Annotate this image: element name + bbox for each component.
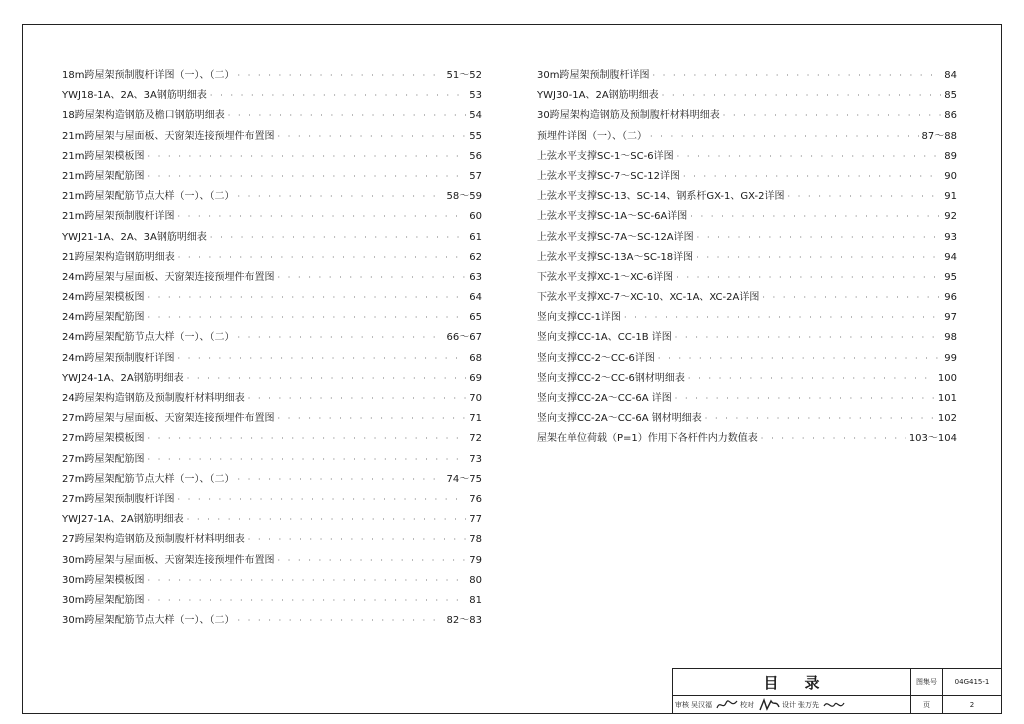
toc-leader-dots bbox=[624, 308, 941, 328]
toc-entry bbox=[62, 106, 482, 126]
toc-entry bbox=[62, 147, 482, 167]
toc-entry-title: YWJ30-1A、2A钢筋明细表 bbox=[537, 90, 659, 102]
atlas-code-value: 04G415-1 bbox=[943, 669, 1001, 696]
toc-entry bbox=[62, 207, 482, 227]
toc-entry bbox=[62, 450, 482, 470]
toc-leader-dots bbox=[705, 409, 935, 429]
toc-leader-dots bbox=[178, 248, 467, 268]
toc-entry-title: 30跨屋架构造钢筋及预制腹杆材料明细表 bbox=[537, 110, 720, 122]
toc-entry-page: 62 bbox=[469, 251, 482, 263]
toc-leader-dots bbox=[147, 167, 466, 187]
toc-leader-dots bbox=[696, 248, 941, 268]
toc-entry-title: YWJ24-1A、2A钢筋明细表 bbox=[62, 372, 184, 384]
toc-entry bbox=[537, 127, 957, 147]
toc-leader-dots bbox=[210, 228, 466, 248]
toc-entry bbox=[62, 187, 482, 207]
toc-entry-title: 24m跨屋架配筋图 bbox=[62, 312, 145, 324]
toc-leader-dots bbox=[248, 530, 467, 550]
toc-entry bbox=[62, 551, 482, 571]
toc-entry-page: 60 bbox=[469, 211, 482, 223]
toc-entry-page: 77 bbox=[469, 514, 482, 526]
toc-entry bbox=[537, 66, 957, 86]
toc-entry-page: 103～104 bbox=[908, 433, 957, 445]
toc-leader-dots bbox=[237, 66, 443, 86]
toc-leader-dots bbox=[676, 268, 941, 288]
toc-leader-dots bbox=[187, 369, 467, 389]
toc-entry-title: 竖向支撑CC-2A～CC-6A 钢材明细表 bbox=[537, 413, 702, 425]
toc-entry-page: 54 bbox=[469, 110, 482, 122]
toc-entry-title: 18跨屋架构造钢筋及檐口钢筋明细表 bbox=[62, 110, 225, 122]
review-label: 审核 bbox=[675, 700, 689, 709]
toc-entry bbox=[62, 167, 482, 187]
toc-leader-dots bbox=[147, 429, 466, 449]
toc-leader-dots bbox=[675, 389, 935, 409]
toc-entry-title: 21m跨屋架配筋节点大样（一）、（二） bbox=[62, 191, 235, 203]
review-signature-icon bbox=[716, 698, 738, 712]
toc-entry-title: 24m跨屋架预制腹杆详图 bbox=[62, 352, 175, 364]
toc-entry bbox=[537, 147, 957, 167]
toc-entry-title: 30m跨屋架配筋节点大样（一）、（二） bbox=[62, 615, 235, 627]
page-label: 页 bbox=[911, 696, 943, 713]
toc-leader-dots bbox=[690, 207, 941, 227]
toc-entry-page: 98 bbox=[944, 332, 957, 344]
toc-leader-dots bbox=[187, 510, 467, 530]
toc-leader-dots bbox=[237, 470, 443, 490]
toc-entry-page: 82～83 bbox=[446, 615, 482, 627]
toc-entry-title: YWJ21-1A、2A、3A钢筋明细表 bbox=[62, 231, 207, 243]
toc-entry-page: 64 bbox=[469, 292, 482, 304]
toc-leader-dots bbox=[277, 268, 466, 288]
toc-entry-title: 30m跨屋架配筋图 bbox=[62, 594, 145, 606]
toc-leader-dots bbox=[658, 349, 941, 369]
title-block bbox=[672, 668, 1002, 714]
toc-entry bbox=[62, 571, 482, 591]
toc-entry-title: 21跨屋架构造钢筋明细表 bbox=[62, 251, 175, 263]
toc-entry-title: 21m跨屋架配筋图 bbox=[62, 170, 145, 182]
signature-row bbox=[673, 696, 911, 713]
toc-entry bbox=[62, 470, 482, 490]
toc-entry-page: 87～88 bbox=[921, 130, 957, 142]
atlas-code-label: 图集号 bbox=[911, 669, 943, 696]
toc-entry bbox=[62, 228, 482, 248]
toc-entry bbox=[537, 288, 957, 308]
toc-entry-title: 30m跨屋架与屋面板、天窗架连接预埋件布置图 bbox=[62, 554, 275, 566]
toc-entry-title: 27m跨屋架模板图 bbox=[62, 433, 145, 445]
toc-entry-title: 27跨屋架构造钢筋及预制腹杆材料明细表 bbox=[62, 534, 245, 546]
toc-entry bbox=[62, 248, 482, 268]
toc-entry bbox=[62, 591, 482, 611]
toc-leader-dots bbox=[277, 409, 466, 429]
toc-entry bbox=[537, 389, 957, 409]
toc-leader-dots bbox=[147, 450, 466, 470]
toc-entry-title: 27m跨屋架配筋图 bbox=[62, 453, 145, 465]
toc-entry bbox=[62, 490, 482, 510]
toc-entry bbox=[537, 86, 957, 106]
toc-entry bbox=[537, 228, 957, 248]
toc-entry bbox=[62, 328, 482, 348]
toc-entry-page: 61 bbox=[469, 231, 482, 243]
toc-entry-title: 竖向支撑CC-2～CC-6钢材明细表 bbox=[537, 372, 685, 384]
toc-entry-page: 81 bbox=[469, 594, 482, 606]
toc-leader-dots bbox=[697, 228, 942, 248]
toc-leader-dots bbox=[147, 571, 466, 591]
toc-entry-page: 93 bbox=[944, 231, 957, 243]
toc-entry-title: 21m跨屋架预制腹杆详图 bbox=[62, 211, 175, 223]
design-label: 设计 bbox=[782, 700, 796, 709]
toc-entry bbox=[537, 187, 957, 207]
toc-entry bbox=[62, 349, 482, 369]
toc-entry-page: 74～75 bbox=[446, 473, 482, 485]
toc-entry-title: 24m跨屋架与屋面板、天窗架连接预埋件布置图 bbox=[62, 271, 275, 283]
toc-leader-dots bbox=[762, 288, 941, 308]
toc-leader-dots bbox=[237, 328, 443, 348]
toc-leader-dots bbox=[277, 127, 466, 147]
toc-entry-title: 30m跨屋架预制腹杆详图 bbox=[537, 70, 650, 81]
toc-leader-dots bbox=[248, 389, 467, 409]
toc-entry bbox=[537, 248, 957, 268]
toc-entry-page: 55 bbox=[469, 130, 482, 142]
toc-leader-dots bbox=[787, 187, 941, 207]
toc-leader-dots bbox=[228, 106, 467, 126]
toc-entry-title: 27m跨屋架与屋面板、天窗架连接预埋件布置图 bbox=[62, 413, 275, 425]
toc-entry bbox=[62, 409, 482, 429]
toc-entry-title: 下弦水平支撑XC-1～XC-6详图 bbox=[537, 271, 674, 283]
toc-leader-dots bbox=[277, 551, 466, 571]
toc-leader-dots bbox=[723, 106, 942, 126]
toc-leader-dots bbox=[675, 328, 942, 348]
toc-leader-dots bbox=[652, 66, 941, 86]
toc-leader-dots bbox=[147, 591, 466, 611]
toc-entry-page: 76 bbox=[469, 493, 482, 505]
toc-entry bbox=[537, 369, 957, 389]
toc-entry-title: 预埋件详图（一）、（二） bbox=[537, 130, 647, 142]
toc-entry-title: 竖向支撑CC-1详图 bbox=[537, 312, 621, 324]
toc-leader-dots bbox=[147, 147, 466, 167]
toc-entry-page: 92 bbox=[944, 211, 957, 223]
check-label: 校对 bbox=[740, 700, 754, 709]
toc-entry-page: 100 bbox=[937, 372, 957, 384]
toc-entry bbox=[537, 429, 957, 449]
toc-entry-page: 95 bbox=[944, 271, 957, 283]
toc-leader-dots bbox=[177, 207, 466, 227]
toc-entry-page: 102 bbox=[937, 413, 957, 425]
toc-entry bbox=[62, 611, 482, 631]
toc-leader-dots bbox=[237, 611, 443, 631]
toc-entry-title: 21m跨屋架模板图 bbox=[62, 150, 145, 162]
toc-entry-page: 68 bbox=[469, 352, 482, 364]
toc-entry-title: 上弦水平支撑SC-13A～SC-18详图 bbox=[537, 251, 694, 263]
toc-entry-page: 91 bbox=[944, 191, 957, 203]
toc-entry-title: 21m跨屋架与屋面板、天窗架连接预埋件布置图 bbox=[62, 130, 275, 142]
toc-entry bbox=[62, 86, 482, 106]
toc-entry-page: 96 bbox=[944, 292, 957, 304]
toc-leader-dots bbox=[210, 86, 466, 106]
toc-entry-title: 27m跨屋架配筋节点大样（一）、（二） bbox=[62, 473, 235, 485]
toc-leader-dots bbox=[177, 349, 466, 369]
review-name: 吴汉福 bbox=[691, 700, 712, 709]
toc-left-column bbox=[62, 66, 482, 631]
toc-entry-page: 94 bbox=[944, 251, 957, 263]
toc-entry-title: YWJ27-1A、2A钢筋明细表 bbox=[62, 514, 184, 526]
toc-entry-title: 上弦水平支撑SC-13、SC-14、钢系杆GX-1、GX-2详图 bbox=[537, 191, 785, 203]
page-number: 2 bbox=[969, 700, 975, 709]
design-signature-icon bbox=[823, 698, 845, 712]
toc-entry-page: 70 bbox=[469, 393, 482, 404]
toc-entry-page: 72 bbox=[469, 433, 482, 445]
toc-entry bbox=[62, 66, 482, 86]
toc-entry-title: 上弦水平支撑SC-1A～SC-6A详图 bbox=[537, 211, 688, 223]
toc-entry bbox=[62, 369, 482, 389]
toc-entry-title: 上弦水平支撑SC-7A～SC-12A详图 bbox=[537, 231, 694, 243]
check-signature-icon bbox=[758, 698, 780, 712]
toc-entry bbox=[62, 308, 482, 328]
toc-entry bbox=[537, 328, 957, 348]
toc-entry bbox=[62, 530, 482, 550]
toc-entry bbox=[62, 510, 482, 530]
toc-entry-page: 58～59 bbox=[446, 191, 482, 203]
toc-entry bbox=[62, 268, 482, 288]
toc-entry bbox=[537, 167, 957, 187]
toc-leader-dots bbox=[677, 147, 942, 167]
toc-entry bbox=[62, 288, 482, 308]
toc-entry-title: 上弦水平支撑SC-1～SC-6详图 bbox=[537, 150, 674, 162]
toc-entry-page: 65 bbox=[469, 312, 482, 324]
toc-entry-title: 30m跨屋架模板图 bbox=[62, 574, 145, 586]
toc-entry-page: 89 bbox=[944, 150, 957, 162]
toc-entry bbox=[537, 308, 957, 328]
toc-entry-page: 86 bbox=[944, 110, 957, 122]
toc-entry-title: 18m跨屋架预制腹杆详图（一）、（二） bbox=[62, 70, 235, 81]
toc-entry bbox=[62, 429, 482, 449]
toc-entry-page: 78 bbox=[469, 534, 482, 546]
toc-entry-page: 97 bbox=[944, 312, 957, 324]
toc-entry-title: 竖向支撑CC-2～CC-6详图 bbox=[537, 352, 655, 364]
toc-entry-page: 63 bbox=[469, 271, 482, 283]
toc-entry bbox=[62, 127, 482, 147]
toc-entry-title: 下弦水平支撑XC-7～XC-10、XC-1A、XC-2A详图 bbox=[537, 292, 760, 304]
toc-entry-title: 竖向支撑CC-1A、CC-1B 详图 bbox=[537, 332, 672, 344]
design-name: 张万先 bbox=[798, 700, 819, 709]
toc-entry-page: 51～52 bbox=[446, 70, 482, 81]
toc-leader-dots bbox=[761, 429, 906, 449]
toc-leader-dots bbox=[688, 369, 935, 389]
toc-entry-page: 69 bbox=[469, 372, 482, 384]
toc-entry-page: 53 bbox=[469, 90, 482, 102]
toc-leader-dots bbox=[147, 288, 466, 308]
toc-entry-title: 24m跨屋架模板图 bbox=[62, 292, 145, 304]
toc-entry bbox=[537, 106, 957, 126]
toc-right-column bbox=[537, 66, 957, 450]
toc-entry-title: 24跨屋架构造钢筋及预制腹杆材料明细表 bbox=[62, 393, 245, 404]
toc-leader-dots bbox=[650, 127, 919, 147]
toc-entry-page: 57 bbox=[469, 170, 482, 182]
title-block-title: 目录 bbox=[673, 669, 911, 696]
toc-entry-page: 66～67 bbox=[446, 332, 482, 344]
toc-entry-title: YWJ18-1A、2A、3A钢筋明细表 bbox=[62, 90, 207, 102]
toc-entry-page: 79 bbox=[469, 554, 482, 566]
toc-entry-page: 56 bbox=[469, 150, 482, 162]
toc-entry-page: 85 bbox=[944, 90, 957, 102]
toc-entry-title: 27m跨屋架预制腹杆详图 bbox=[62, 493, 175, 505]
toc-entry-title: 竖向支撑CC-2A～CC-6A 详图 bbox=[537, 393, 672, 404]
toc-entry-page: 99 bbox=[944, 352, 957, 364]
toc-leader-dots bbox=[662, 86, 942, 106]
toc-entry-page: 73 bbox=[469, 453, 482, 465]
toc-entry-page: 84 bbox=[944, 70, 957, 81]
toc-leader-dots bbox=[683, 167, 941, 187]
toc-leader-dots bbox=[177, 490, 466, 510]
toc-entry bbox=[537, 349, 957, 369]
toc-entry-page: 90 bbox=[944, 170, 957, 182]
toc-entry bbox=[537, 207, 957, 227]
toc-entry-page: 80 bbox=[469, 574, 482, 586]
toc-entry-title: 屋架在单位荷载（P=1）作用下各杆件内力数值表 bbox=[537, 433, 758, 445]
toc-leader-dots bbox=[147, 308, 466, 328]
toc-entry-title: 24m跨屋架配筋节点大样（一）、（二） bbox=[62, 332, 235, 344]
toc-entry-page: 101 bbox=[937, 393, 957, 404]
toc-entry bbox=[537, 409, 957, 429]
toc-entry bbox=[537, 268, 957, 288]
toc-entry-page: 71 bbox=[469, 413, 482, 425]
toc-entry bbox=[62, 389, 482, 409]
toc-leader-dots bbox=[237, 187, 443, 207]
toc-entry-title: 上弦水平支撑SC-7～SC-12详图 bbox=[537, 170, 680, 182]
